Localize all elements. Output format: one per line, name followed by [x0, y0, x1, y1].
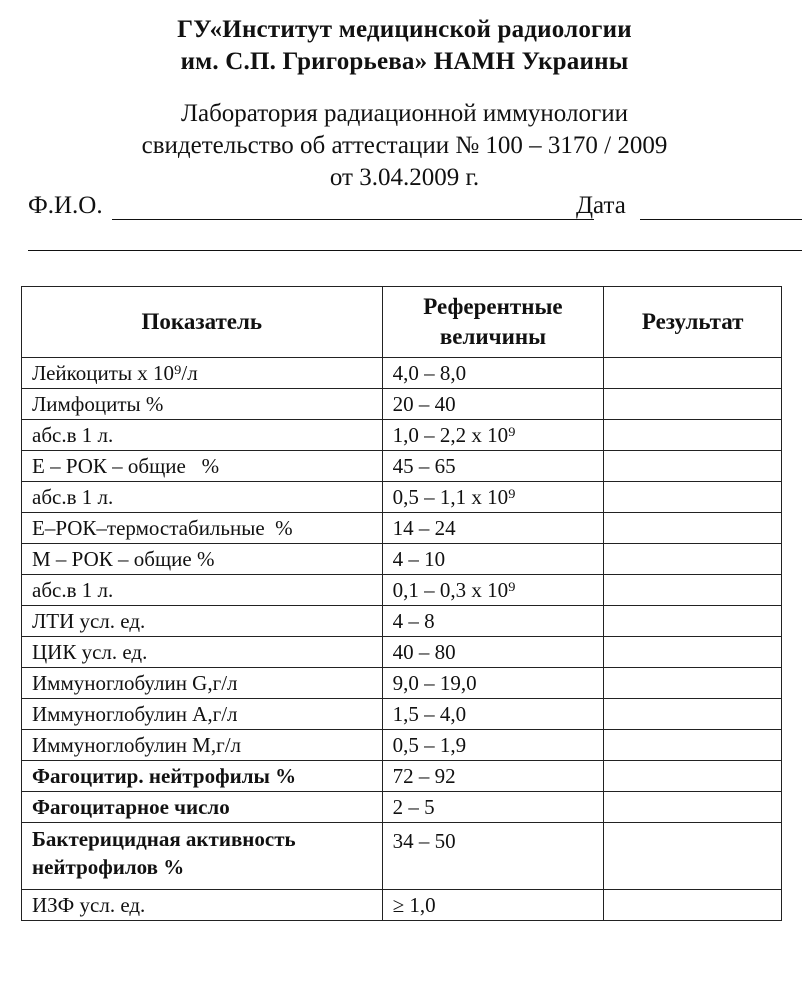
- table-header-row: [22, 287, 782, 358]
- result-cell[interactable]: [604, 890, 782, 921]
- result-cell[interactable]: [604, 451, 782, 482]
- table-row: [22, 513, 782, 544]
- table-row: [22, 637, 782, 668]
- certificate-date: от 3.04.2009 г.: [329, 164, 480, 191]
- result-cell[interactable]: [604, 420, 782, 451]
- indicator-cell: Лейкоциты х 10⁹/л: [22, 358, 383, 389]
- table-row: [22, 699, 782, 730]
- header-reference: Референтные величины: [382, 287, 604, 358]
- indicator-cell: Иммуноглобулин М,г/л: [22, 730, 383, 761]
- header-result: Результат: [604, 287, 782, 358]
- fio-label: Ф.И.О.: [28, 192, 103, 219]
- header-indicator: Показатель: [22, 287, 383, 358]
- indicator-cell: Е – РОК – общие %: [22, 451, 383, 482]
- reference-cell: 9,0 – 19,0: [382, 668, 604, 699]
- result-cell[interactable]: [604, 482, 782, 513]
- org-name-line-1: ГУ«Институт медицинской радиологии: [177, 16, 632, 43]
- reference-cell: 4,0 – 8,0: [382, 358, 604, 389]
- date-field[interactable]: [640, 219, 802, 220]
- indicator-cell: М – РОК – общие %: [22, 544, 383, 575]
- reference-cell: 14 – 24: [382, 513, 604, 544]
- indicator-cell: ЛТИ усл. ед.: [22, 606, 383, 637]
- indicator-cell: Бактерицидная активность нейтрофилов %: [22, 823, 383, 890]
- result-cell[interactable]: [604, 730, 782, 761]
- reference-cell: 40 – 80: [382, 637, 604, 668]
- result-cell[interactable]: [604, 358, 782, 389]
- result-cell[interactable]: [604, 544, 782, 575]
- indicator-cell: абс.в 1 л.: [22, 575, 383, 606]
- reference-cell: 0,5 – 1,1 х 10⁹: [382, 482, 604, 513]
- result-cell[interactable]: [604, 637, 782, 668]
- reference-cell: 2 – 5: [382, 792, 604, 823]
- result-cell[interactable]: [604, 389, 782, 420]
- indicator-cell: абс.в 1 л.: [22, 420, 383, 451]
- reference-cell: 20 – 40: [382, 389, 604, 420]
- result-cell[interactable]: [604, 823, 782, 890]
- fio-field[interactable]: [112, 219, 594, 220]
- reference-cell: 1,5 – 4,0: [382, 699, 604, 730]
- org-name-line-2: им. С.П. Григорьева» НАМН Украины: [180, 48, 629, 75]
- indicator-cell: Фагоцитарное число: [22, 792, 383, 823]
- table-row: [22, 482, 782, 513]
- reference-cell: 0,5 – 1,9: [382, 730, 604, 761]
- table-row: [22, 420, 782, 451]
- reference-cell: 45 – 65: [382, 451, 604, 482]
- indicator-cell: ЦИК усл. ед.: [22, 637, 383, 668]
- result-cell[interactable]: [604, 761, 782, 792]
- indicator-cell: Иммуноглобулин G,г/л: [22, 668, 383, 699]
- patient-info-row: [28, 192, 803, 226]
- table-row: [22, 358, 782, 389]
- table-row: [22, 606, 782, 637]
- result-cell[interactable]: [604, 575, 782, 606]
- table-row: [22, 544, 782, 575]
- lab-name: Лаборатория радиационной иммунологии: [181, 100, 628, 127]
- table-row: [22, 890, 782, 921]
- document-header: [0, 14, 809, 78]
- reference-cell: ≥ 1,0: [382, 890, 604, 921]
- lab-info: [0, 98, 809, 194]
- indicator-cell: абс.в 1 л.: [22, 482, 383, 513]
- date-label: Дата: [576, 192, 626, 219]
- result-cell[interactable]: [604, 606, 782, 637]
- result-cell[interactable]: [604, 668, 782, 699]
- table-row: [22, 389, 782, 420]
- reference-cell: 72 – 92: [382, 761, 604, 792]
- table-row: [22, 730, 782, 761]
- indicator-cell: Е–РОК–термостабильные %: [22, 513, 383, 544]
- reference-cell: 0,1 – 0,3 х 10⁹: [382, 575, 604, 606]
- indicator-cell: ИЗФ усл. ед.: [22, 890, 383, 921]
- result-cell[interactable]: [604, 792, 782, 823]
- table-row: [22, 575, 782, 606]
- indicator-cell: Лимфоциты %: [22, 389, 383, 420]
- extra-fill-line: [28, 250, 802, 251]
- table-row: [22, 451, 782, 482]
- result-cell[interactable]: [604, 699, 782, 730]
- reference-cell: 4 – 8: [382, 606, 604, 637]
- reference-cell: 34 – 50: [382, 823, 604, 890]
- reference-cell: 4 – 10: [382, 544, 604, 575]
- table-row: [22, 668, 782, 699]
- indicator-cell: Фагоцитир. нейтрофилы %: [22, 761, 383, 792]
- table-row: [22, 792, 782, 823]
- table-row: [22, 761, 782, 792]
- results-table: [21, 286, 782, 921]
- indicator-cell: Иммуноглобулин А,г/л: [22, 699, 383, 730]
- reference-cell: 1,0 – 2,2 х 10⁹: [382, 420, 604, 451]
- table-row: [22, 823, 782, 890]
- certificate-number: свидетельство об аттестации № 100 – 3170 / 2009: [141, 132, 668, 159]
- result-cell[interactable]: [604, 513, 782, 544]
